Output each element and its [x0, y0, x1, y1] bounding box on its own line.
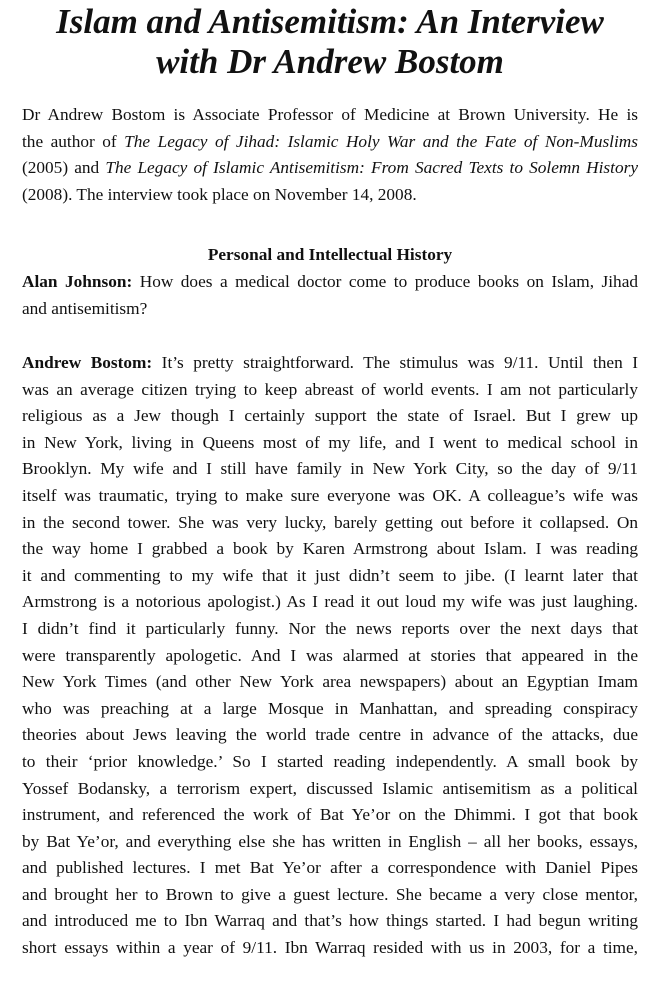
- question-text: How does a medical doctor come to produce books on Islam, Jihad: [132, 272, 639, 291]
- answer-line: itself was traumatic, trying to make sure everyone was OK. A colleague’s wife was: [22, 485, 638, 505]
- answer-line: Armstrong is a notorious apologist.) As I read it out loud my wife was just laughing.: [22, 592, 638, 612]
- intro-line: Dr Andrew Bostom is Associate Professor of Medicine at Brown University. He is: [22, 105, 638, 124]
- speaker-name: Alan Johnson:: [22, 272, 133, 291]
- answer-line: short essays within a year of 9/11. Ibn Warraq resided with us in 2003, for a time,: [22, 938, 638, 958]
- answer-line: and brought her to Brown to give a guest lecture. She became a very close mentor,: [22, 884, 638, 904]
- intro-paragraph: [22, 102, 638, 208]
- book-title: The Legacy of Islamic Antisemitism: From Sacred Texts to Solemn History: [105, 158, 638, 178]
- answer-line: and published lectures. I met Bat Ye’or after a correspondence with Daniel Pipes: [22, 858, 638, 878]
- speaker-name: Andrew Bostom:: [22, 353, 153, 372]
- answer-line: religious as a Jew though I certainly support the state of Israel. But I grew up: [22, 406, 638, 426]
- answer-line: were transparently apologetic. And I was alarmed at stories that appeared in the: [22, 645, 638, 665]
- title-line: with Dr Andrew Bostom: [156, 42, 504, 81]
- answer-line: by Bat Ye’or, and everything else she has written in English – all her books, essays,: [22, 831, 638, 851]
- answer-text: It’s pretty straightforward. The stimulus was 9/11. Until then I: [152, 353, 639, 372]
- answer-line: in New York, living in Queens most of my life, and I went to medical school in: [22, 432, 638, 452]
- intro-line: [22, 129, 638, 156]
- question-paragraph: [22, 269, 638, 322]
- answer-line: New York Times (and other New York area newspapers) about an Egyptian Imam: [22, 672, 638, 692]
- answer-line: it and commenting to my wife that it just didn’t seem to jibe. (I learnt later that: [22, 565, 638, 585]
- article-title: [0, 2, 660, 82]
- title-line: Islam and Antisemitism: An Interview: [56, 2, 604, 41]
- intro-text: (2005) and: [22, 158, 106, 178]
- answer-line: Yossef Bodansky, a terrorism expert, discussed Islamic antisemitism as a political: [22, 778, 638, 798]
- section-heading: Personal and Intellectual History: [207, 245, 453, 264]
- answer-line: to their ‘prior knowledge.’ So I started reading independently. A small book by: [22, 751, 638, 771]
- answer-line: instrument, and referenced the work of Bat Ye’or on the Dhimmi. I got that book: [22, 805, 638, 825]
- question-line: and antisemitism?: [22, 298, 148, 318]
- answer-line: theories about Jews leaving the world trade centre in advance of the attacks, due: [22, 725, 638, 745]
- intro-text: the author of: [22, 131, 125, 151]
- answer-line: who was preaching at a large Mosque in Manhattan, and spreading conspiracy: [22, 698, 638, 718]
- answer-line: in the second tower. She was very lucky, barely getting out before it collapsed. On: [22, 512, 638, 532]
- intro-line: [22, 155, 638, 182]
- answer-line: Brooklyn. My wife and I still have family in New York City, so the day of 9/11: [22, 459, 638, 479]
- answer-line: was an average citizen trying to keep abreast of world events. I am not particularly: [22, 379, 638, 399]
- intro-line: (2008). The interview took place on November 14, 2008.: [22, 184, 417, 204]
- answer-line: [22, 350, 638, 377]
- answer-line: and introduced me to Ibn Warraq and that’s how things started. I had begun writing: [22, 911, 638, 931]
- answer-line: I didn’t find it particularly funny. Nor the news reports over the next days that: [22, 618, 638, 638]
- answer-paragraph: [22, 350, 638, 962]
- book-title: The Legacy of Jihad: Islamic Holy War and the Fate of Non-Muslims: [124, 131, 638, 151]
- question-line: [22, 269, 638, 296]
- answer-line: the way home I grabbed a book by Karen Armstrong about Islam. I was reading: [22, 539, 638, 559]
